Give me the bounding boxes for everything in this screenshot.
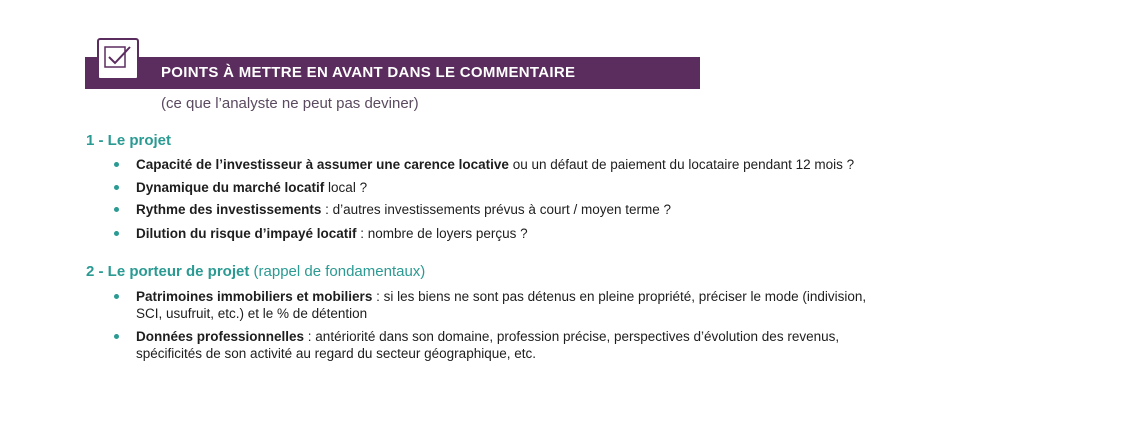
list-porteur xyxy=(114,288,866,368)
bullet-icon xyxy=(114,334,119,339)
bullet-icon xyxy=(114,231,119,236)
list-projet xyxy=(114,156,854,247)
checkbox-icon xyxy=(97,38,139,80)
section-heading-projet: 1 - Le projet xyxy=(86,132,172,149)
page-title: POINTS À METTRE EN AVANT DANS LE COMMENTAIRE xyxy=(161,64,576,81)
list-item: Patrimoines immobiliers et mobiliers : si les biens ne sont pas détenus en pleine propriété, préciser le mode (indivision, SCI, usufruit, etc.) et le % de détention xyxy=(114,288,866,328)
list-item: Capacité de l’investisseur à assumer une carence locative ou un défaut de paiement du locataire pendant 12 mois ? xyxy=(114,156,854,179)
bullet-icon xyxy=(114,207,119,212)
list-item: Dilution du risque d’impayé locatif : nombre de loyers perçus ? xyxy=(114,225,854,247)
bullet-icon xyxy=(114,185,119,190)
subtitle: (ce que l’analyste ne peut pas deviner) xyxy=(161,95,419,112)
bullet-icon xyxy=(114,162,119,167)
bullet-icon xyxy=(114,294,119,299)
list-item: Dynamique du marché locatif local ? xyxy=(114,179,854,201)
list-item: Rythme des investissements : d’autres investissements prévus à court / moyen terme ? xyxy=(114,201,854,225)
list-item: Données professionnelles : antériorité dans son domaine, profession précise, perspectives d’évolution des revenus, spécificités de son activité au regard du secteur géographique, etc. xyxy=(114,328,866,368)
title-banner xyxy=(85,57,700,89)
section-heading-porteur: 2 - Le porteur de projet (rappel de fondamentaux) xyxy=(86,263,426,280)
